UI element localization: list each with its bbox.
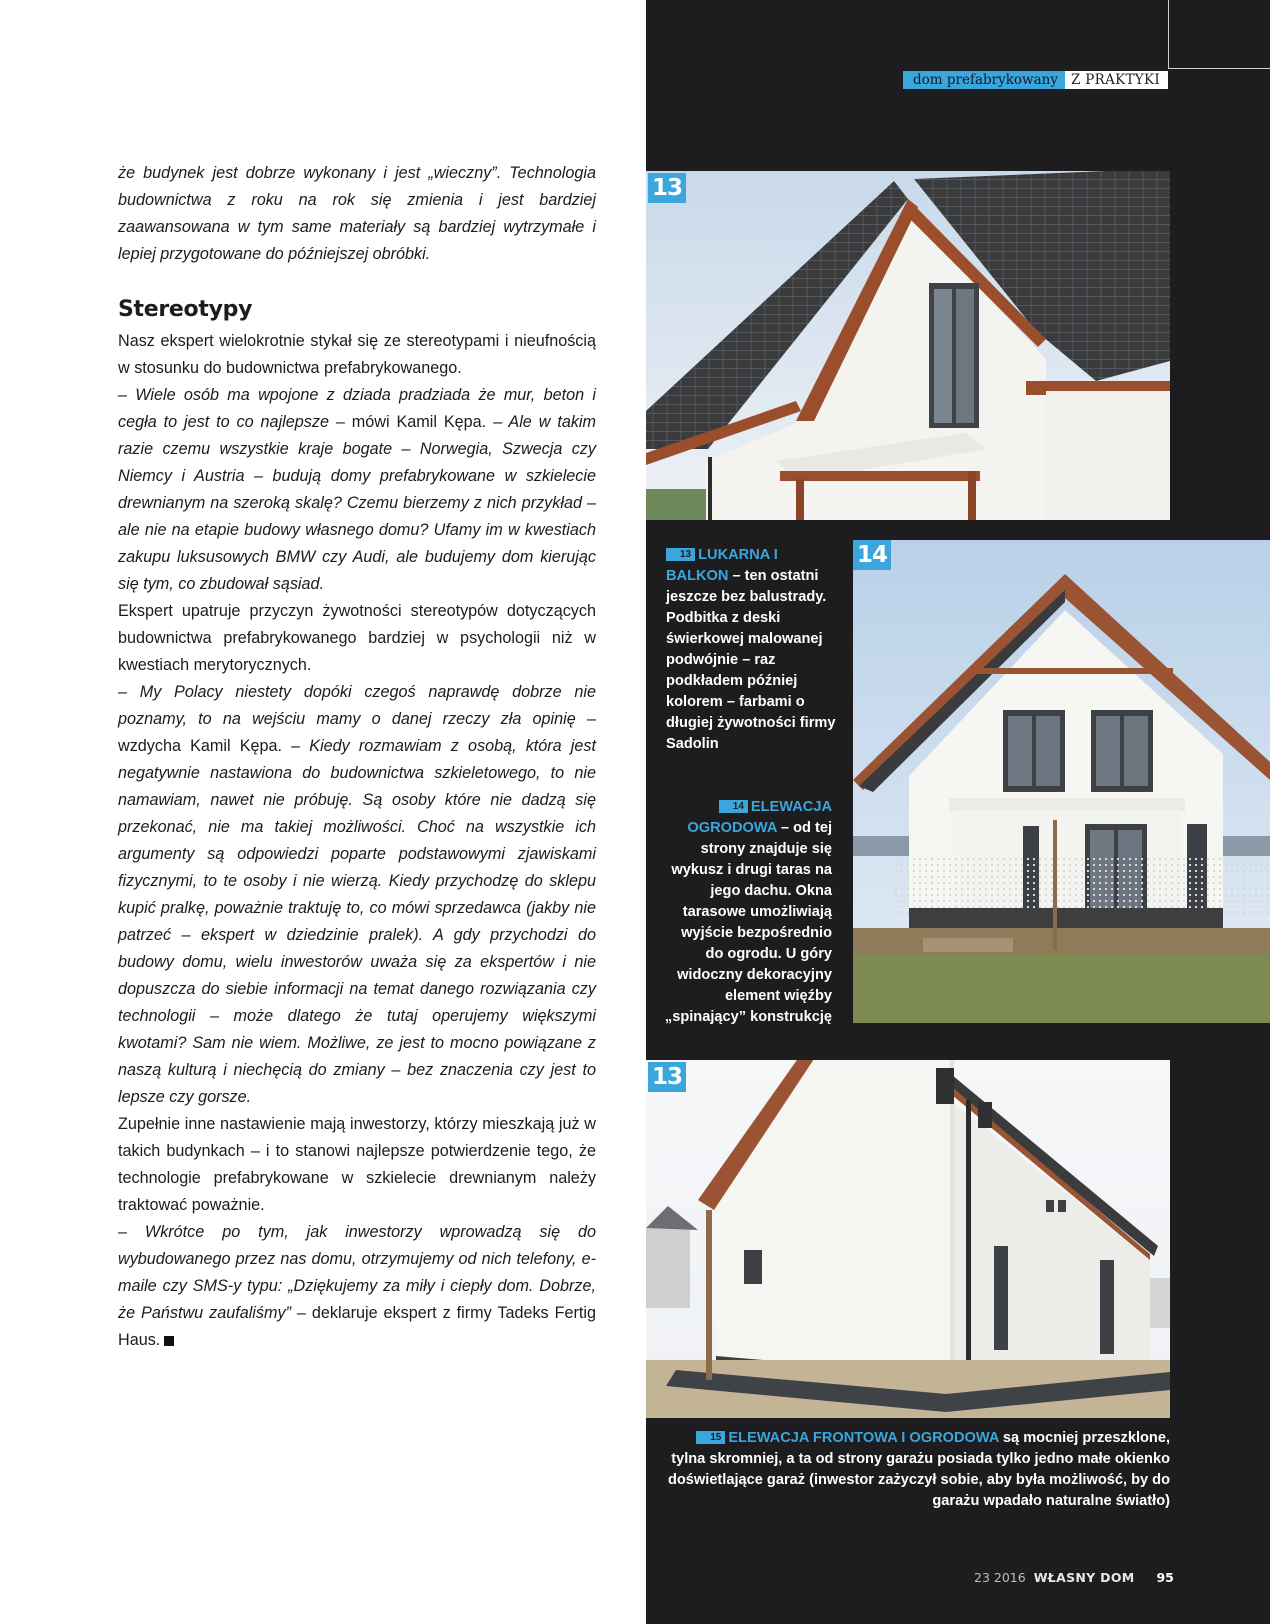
section-heading: Stereotypy (118, 297, 253, 322)
category-label: Z PRAKTYKI (1065, 71, 1168, 89)
quote-paragraph (118, 382, 596, 598)
photo-garden-elevation (853, 540, 1270, 1023)
caption-number: 14 (719, 800, 748, 813)
section-label: dom prefabrykowany (903, 71, 1065, 89)
quote-text: – My Polacy niestety dopóki czegoś naprawdę dobrze nie poznamy, to na wejściu mamy o danej rzeczy zła opinię (118, 683, 596, 728)
caption-text: – od tej strony znajduje się wykusz i drugi taras na jego dachu. Okna tarasowe umożliwiają wyjście bezpośrednio do ogrodu. U góry widoczny dekoracyjny element więźby „spinający” konstrukcję (664, 820, 832, 1025)
house-illustration (646, 1060, 1170, 1418)
caption-text: – ten ostatni jeszcze bez balustrady. Podbitka z deski świerkowej malowanej podwójnie – raz podkładem później kolorem – farbami o długiej żywotności firmy Sadolin (666, 568, 836, 752)
intro-paragraph: że budynek jest dobrze wykonany i jest „wieczny”. Technologia budownictwa z roku na rok się zmienia i jest bardziej zaawansowana w tym same materiały są bardziej wytrzymałe i lepiej przygotowane do późniejszej obróbki. (118, 164, 596, 263)
quote-text: – Wkrótce po tym, jak inwestorzy wprowadzą się do wybudowanego przez nas domu, otrzymujemy od nich telefony, e-maile czy SMS-y typu: „Dziękujemy za miły i ciepły dom. Dobrze, że Państwu zaufaliśmy” (118, 1223, 596, 1322)
quote-text: – Ale w takim razie czemu wszystkie kraje bogate – Norwegia, Szwecja czy Niemcy i Austria – budują domy prefabrykowane w szkielecie drewnianym na szeroką skalę? Czemu bierzemy z nich przykład – ale nie na etapie budowy własnego domu? Ufamy im w kwestiach zakupu luksusowych BMW czy Audi, ale budujemy dom kierując się tym, co zbudował sąsiad. (118, 413, 596, 593)
caption-text: są mocniej przeszklone, tylna skromniej, a ta od strony garażu posiada tylko jedno małe okienko doświetlające garaż (inwestor zażyczył sobie, aby była możliwość, by do garażu wpadało naturalne światło) (667, 1430, 1170, 1509)
house-illustration (646, 171, 1170, 520)
caption-title: ELEWACJA OGRODOWA (687, 799, 832, 836)
attribution: – mówi Kamil Kępa. (328, 413, 494, 431)
quote-paragraph (118, 1219, 596, 1354)
attribution: – wzdycha Kamil Kępa. (118, 710, 596, 755)
crop-mark (1168, 0, 1169, 68)
section-tag (903, 71, 1168, 89)
crop-mark (1168, 68, 1270, 69)
attribution: – deklaruje ekspert z firmy Tadeks Fertig Haus. (118, 1304, 596, 1349)
article-column (118, 160, 596, 1354)
photo-front-elevation (646, 1060, 1170, 1418)
paragraph: Ekspert upatruje przyczyn żywotności stereotypów dotyczących budownictwa prefabrykowanego bardziej w psychologii niż w kwestiach merytorycznych. (118, 602, 596, 674)
quote-text: – Kiedy rozmawiam z osobą, która jest negatywnie nastawiona do budownictwa szkieletowego, to nie namawiam, nawet nie próbuję. Są osoby które nie dadzą się przekonać, nie ma takiej możliwości. Choć na wszystkie ich argumenty są odpowiedzi poparte podstawowymi zjawiskami fizycznymi, to te osoby i nie wierzą. Kiedy przychodzę do sklepu kupić pralkę, poważnie traktuję to, co mówi sprzedawca (jakby nie patrzeć – ekspert w dziedzinie pralek). A gdy przychodzi do budowy domu, wielu inwestorów uważa się za ekspertów i nie dopuszcza do siebie informacji na temat danego rozwiązania czy technologii – może dlatego że tutaj operujemy większymi kwotami? Sam nie wiem. Możliwe, ze jest to mocno powiązane z naszą kulturą i niechęcią do zmiany – bez znaczenia czy jest to lepsze czy gorsze. (118, 737, 596, 1106)
page-footer (974, 1570, 1174, 1585)
photo-number-badge: 13 (648, 1062, 686, 1092)
caption-13 (666, 545, 838, 755)
quote-paragraph (118, 679, 596, 1111)
page-number: 95 (1156, 1570, 1174, 1585)
photo-number-badge: 14 (853, 540, 891, 570)
issue-number: 23 2016 (974, 1570, 1026, 1585)
quote-text: – Wiele osób ma wpojone z dziada pradziada że mur, beton i cegła to jest to co najlepsze (118, 386, 596, 431)
photo-dormer-balcony (646, 171, 1170, 520)
caption-number: 15 (696, 1431, 725, 1444)
caption-14 (660, 797, 832, 1028)
paragraph: Nasz ekspert wielokrotnie stykał się ze stereotypami i nieufnością w stosunku do budownictwa prefabrykowanego. (118, 332, 596, 377)
end-of-article-mark (164, 1336, 174, 1346)
caption-title: LUKARNA I BALKON (666, 547, 778, 584)
house-illustration (853, 540, 1270, 1023)
photo-number-badge: 13 (648, 173, 686, 203)
caption-15 (666, 1428, 1170, 1512)
magazine-title: WŁASNY DOM (1033, 1570, 1135, 1585)
paragraph: Zupełnie inne nastawienie mają inwestorzy, którzy mieszkają już w takich budynkach – i to stanowi najlepsze potwierdzenie tego, że technologie prefabrykowane w szkielecie drewnianym należy traktować poważnie. (118, 1115, 596, 1214)
caption-number: 13 (666, 548, 695, 561)
caption-title: ELEWACJA FRONTOWA I OGRODOWA (728, 1430, 999, 1446)
